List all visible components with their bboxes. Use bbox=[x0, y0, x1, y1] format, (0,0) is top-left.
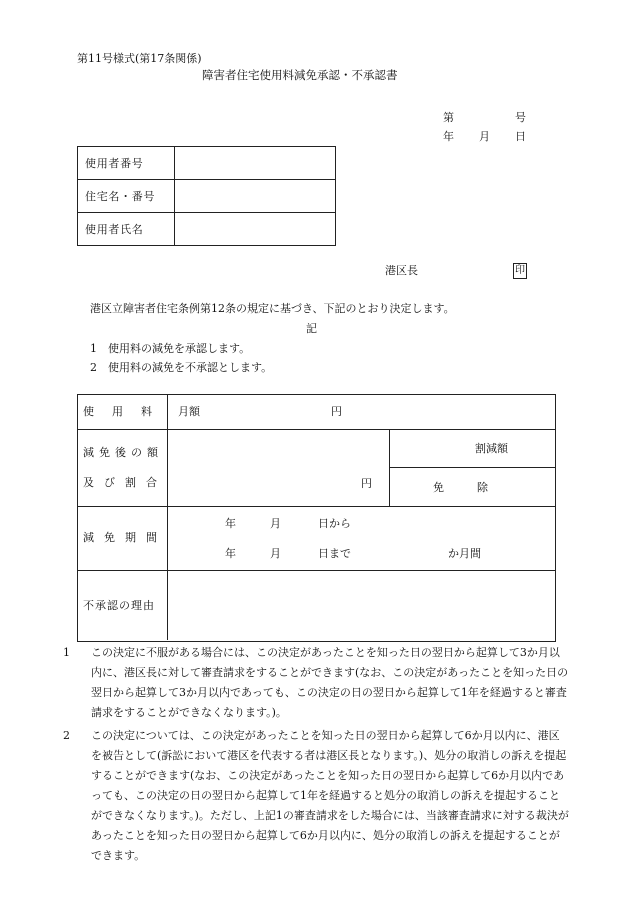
yen-label: 円 bbox=[331, 405, 342, 418]
note-text: この決定に不服がある場合には、この決定があったことを知った日の翌日から起算して3か月以内に、港区長に対して審査請求をすることができます(なお、この決定があったことを知った日の翌日から起算して3か月以内であっても、この決定の日の翌日から起算して1年を経過すると審査請求をすることができなくなります。)。 bbox=[91, 646, 569, 719]
seal-icon: 印 bbox=[513, 263, 527, 279]
table-row bbox=[78, 213, 336, 246]
date-year: 年 bbox=[443, 130, 454, 143]
form-number: 第11号様式(第17条関係) bbox=[77, 52, 202, 65]
ki-label: 記 bbox=[306, 322, 317, 335]
reduced-yen-label: 円 bbox=[361, 477, 372, 490]
doc-number-suffix: 号 bbox=[515, 111, 526, 124]
user-number-field[interactable] bbox=[175, 147, 336, 180]
date-day: 日 bbox=[515, 130, 526, 143]
option-2 bbox=[90, 362, 272, 373]
from-day: 日から bbox=[318, 517, 351, 530]
document-title: 障害者住宅使用料減免承認・不承認書 bbox=[202, 68, 398, 82]
months-label: か月間 bbox=[448, 547, 481, 560]
option-number: 1 bbox=[90, 342, 97, 355]
note-2 bbox=[63, 726, 569, 866]
table-row bbox=[78, 147, 336, 180]
ratio-label: 及び割合 bbox=[83, 476, 167, 489]
date-month: 月 bbox=[479, 130, 490, 143]
rejection-reason-label: 不承認の理由 bbox=[83, 599, 155, 612]
intro-text: 港区立障害者住宅条例第12条の規定に基づき、下記のとおり決定します。 bbox=[90, 302, 455, 315]
note-text: この決定については、この決定があったことを知った日の翌日から起算して6か月以内に、港区を被告として(訴訟において港区を代表する者は港区長となります。)、処分の取消しの訴えを提起することができます(なお、この決定があったことを知った日の翌日から起算して6か月以内であっても、この決定の日の翌日から起算して1年を経過すると処分の取消しの訴えを提起することができなくなります。)。ただし、上記1の審査請求をした場合には、当該審査請求に対する裁決があったことを知った日の翌日から起算して6か月以内に、処分の取消しの訴えを提起することができます。 bbox=[91, 729, 569, 862]
option-1 bbox=[90, 343, 250, 354]
note-1 bbox=[63, 643, 569, 723]
discount-rate-label: 割減額 bbox=[475, 442, 508, 455]
period-label: 減免期間 bbox=[83, 531, 167, 544]
seal-mark bbox=[513, 263, 527, 279]
note-number: 1 bbox=[63, 646, 70, 659]
housing-name-field[interactable] bbox=[175, 180, 336, 213]
exempt-label: 免 除 bbox=[433, 481, 488, 494]
from-month: 月 bbox=[270, 517, 281, 530]
doc-number-prefix: 第 bbox=[443, 111, 454, 124]
issuer-name: 港区長 bbox=[385, 264, 418, 277]
user-info-table bbox=[77, 146, 336, 246]
to-month: 月 bbox=[270, 547, 281, 560]
option-number: 2 bbox=[90, 361, 97, 374]
user-name-field[interactable] bbox=[175, 213, 336, 246]
rejection-reason-field[interactable] bbox=[170, 573, 552, 637]
option-text: 使用料の減免を不承認とします。 bbox=[108, 361, 273, 374]
user-name-label: 使用者氏名 bbox=[78, 213, 175, 246]
from-year: 年 bbox=[225, 517, 236, 530]
note-number: 2 bbox=[63, 729, 70, 742]
to-year: 年 bbox=[225, 547, 236, 560]
option-text: 使用料の減免を承認します。 bbox=[108, 342, 251, 355]
housing-name-label: 住宅名・番号 bbox=[78, 180, 175, 213]
fee-label: 使用料 bbox=[83, 405, 170, 418]
to-day: 日まで bbox=[318, 547, 351, 560]
user-number-label: 使用者番号 bbox=[78, 147, 175, 180]
reduced-amount-label: 減免後の額 bbox=[83, 446, 163, 459]
monthly-label: 月額 bbox=[178, 405, 200, 418]
table-row bbox=[78, 180, 336, 213]
